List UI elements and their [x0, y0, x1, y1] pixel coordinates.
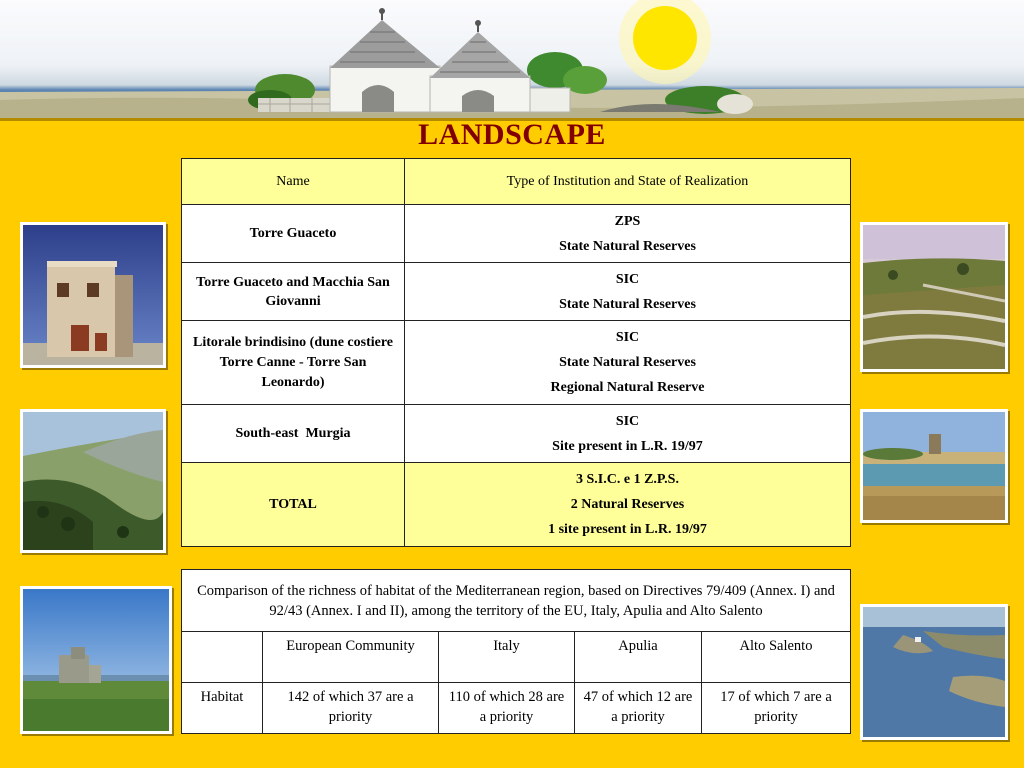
value-alto-salento: 17 of which 7 are a priority: [702, 683, 851, 734]
value-italy: 110 of which 28 are a priority: [439, 683, 575, 734]
photo-beach-tower: [860, 409, 1008, 523]
header-italy: Italy: [439, 632, 575, 683]
photo-stone-walls-field: [860, 222, 1008, 372]
row-type: [405, 263, 851, 321]
comparison-header-row: [182, 632, 851, 683]
type-line: State Natural Reserves: [559, 296, 696, 312]
table-row: [182, 263, 851, 321]
row-type: [405, 405, 851, 463]
comparison-caption: Comparison of the richness of habitat of the Mediterranean region, based on Directives 79/409 (Annex. I) and 92/43 (Annex. I and II), among the territory of the EU, Italy, Apulia and Alto Salento: [182, 570, 851, 632]
header-apulia: Apulia: [575, 632, 702, 683]
total-line: 1 site present in L.R. 19/97: [548, 522, 707, 537]
type-line: SIC: [615, 271, 640, 287]
photo-aerial-coast: [860, 604, 1008, 740]
page-title: LANDSCAPE: [418, 118, 606, 151]
photo-tower-guaceto: [20, 222, 166, 368]
table-row: [182, 205, 851, 263]
table-header-row: [182, 159, 851, 205]
value-european-community: 142 of which 37 are a priority: [263, 683, 439, 734]
type-line: Regional Natural Reserve: [550, 380, 705, 395]
table-total-row: [182, 463, 851, 547]
type-line: State Natural Reserves: [559, 238, 696, 254]
table-row: [182, 321, 851, 405]
row-name: Litorale brindisino (dune costiere Torre Canne - Torre San Leonardo): [182, 321, 405, 405]
row-name: South-east Murgia: [182, 405, 405, 463]
total-values: [405, 463, 851, 547]
type-line: SIC: [615, 330, 640, 345]
header-european-community: European Community: [263, 632, 439, 683]
row-name: Torre Guaceto and Macchia San Giovanni: [182, 263, 405, 321]
row-label-habitat: Habitat: [182, 683, 263, 734]
habitat-comparison-table: [181, 569, 851, 734]
row-type: [405, 205, 851, 263]
total-line: 3 S.I.C. e 1 Z.P.S.: [576, 472, 679, 487]
total-label: TOTAL: [182, 463, 405, 547]
type-line: ZPS: [614, 213, 641, 229]
photo-murgia-valley: [20, 409, 166, 553]
total-line: 2 Natural Reserves: [570, 497, 685, 512]
header-type: Type of Institution and State of Realization: [405, 159, 851, 205]
comparison-caption-row: [182, 570, 851, 632]
row-name: Torre Guaceto: [182, 205, 405, 263]
row-type: [405, 321, 851, 405]
header-alto-salento: Alto Salento: [702, 632, 851, 683]
header-banner: [0, 0, 1024, 118]
institutions-table: [181, 158, 851, 547]
type-line: Site present in L.R. 19/97: [552, 438, 703, 454]
header-empty: [182, 632, 263, 683]
photo-coastal-tower: [20, 586, 172, 734]
value-apulia: 47 of which 12 are a priority: [575, 683, 702, 734]
type-line: SIC: [615, 413, 640, 429]
trulli-landscape-illustration: [0, 0, 1024, 118]
header-name: Name: [182, 159, 405, 205]
comparison-habitat-row: [182, 683, 851, 734]
type-line: State Natural Reserves: [559, 355, 696, 370]
table-row: [182, 405, 851, 463]
